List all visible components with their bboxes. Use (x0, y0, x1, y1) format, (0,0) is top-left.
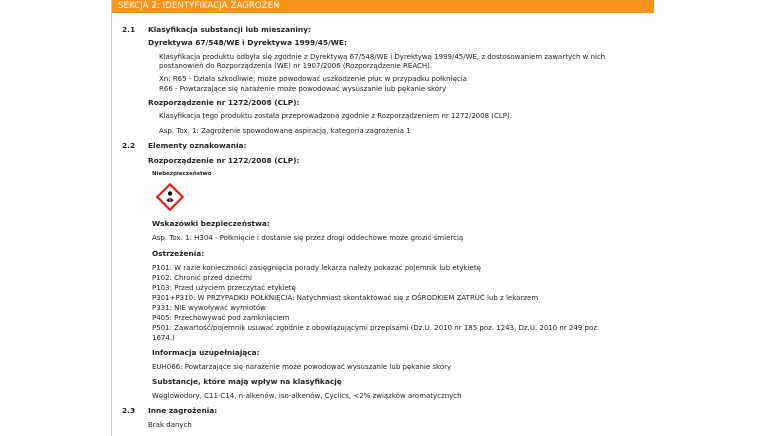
precaution-p301-p310: P301+P310: W PRZYPADKU POŁKNIĘCIA: Natychmiast skontaktować się z OŚRODKIEM ZATRUĆ lub z lekarzem (152, 294, 539, 302)
risk-phrase-r65: Xn: R65 - Działa szkodliwie; może powodować uszkodzenie płuc w przypadku połknięcia (159, 75, 467, 83)
directive-text-line-1: Klasyfikacja produktu odbyła się zgodnie z Dyrektywą 67/548/WE i Dyrektywą 1999/45/WE, z dostosowaniem zawartych w nich (159, 53, 606, 61)
precaution-p501-line-2: 1674.) (152, 334, 175, 342)
substances-heading: Substancje, które mają wpływ na klasyfikację (152, 377, 342, 386)
sds-page (111, 0, 660, 436)
precaution-p331: P331: NIE wywoływać wymiotów (152, 304, 266, 312)
precaution-p101: P101: W razie konieczności zasięgnięcia porady lekarza należy pokazać pojemnik lub etykietę (152, 264, 481, 272)
precaution-p103: P103: Przed użyciem przeczytać etykietę (152, 284, 296, 292)
risk-phrase-r66: R66 - Powtarzające się narażenie może powodować wysuszanie lub pękanie skóry (159, 85, 447, 93)
hazard-statement-h304: Asp. Tox. 1: H304 - Połknięcie i dostanie się przez drogi oddechowe może grozić śmiercią (152, 234, 464, 242)
precautionary-heading: Ostrzeżenia: (152, 249, 205, 258)
other-hazards-text: Brak danych (148, 421, 192, 429)
asp-tox-classification: Asp. Tox. 1: Zagrożenie spowodowane aspiracją, kategoria zagrożenia 1 (159, 127, 411, 135)
supplemental-heading: Informacja uzupełniająca: (152, 348, 260, 357)
substances-text: Węglowodory, C11-C14, n-alkenów, iso-alkenów, Cyclics, <2% związków aromatycznych (152, 392, 462, 400)
label-elements-heading: Elementy oznakowania: (148, 141, 247, 150)
section-number-2-1: 2.1 (122, 25, 136, 34)
section-banner: SEKCJA 2: IDENTYFIKACJA ZAGROŻEŃ (112, 0, 654, 13)
label-clp-heading: Rozporządzenie nr 1272/2008 (CLP): (148, 156, 300, 165)
clp-heading: Rozporządzenie nr 1272/2008 (CLP): (148, 98, 300, 107)
section-number-2-3: 2.3 (122, 406, 136, 415)
health-hazard-icon (156, 183, 184, 211)
section-number-2-2: 2.2 (122, 141, 136, 150)
precaution-p501-line-1: P501: Zawartość/pojemnik usuwać zgodnie z obowiązującymi przepisami (Dz.U. 2010 nr 185 poz. 1243, Dz.U. 2010 nr 249 poz. (152, 324, 600, 332)
directive-text-line-2: postanowień do Rozporządzenia (WE) nr 1907/2006 (Rozporządzenie REACH). (159, 62, 433, 70)
precaution-p102: P102: Chronić przed dziećmi (152, 274, 252, 282)
hazard-statements-heading: Wskazówki bezpieczeństwa: (152, 219, 270, 228)
classification-heading: Klasyfikacja substancji lub mieszaniny: (148, 25, 311, 34)
precaution-p405: P405: Przechowywać pod zamknięciem (152, 314, 290, 322)
supplemental-euh066: EUH066: Powtarzające się narażenie może powodować wysuszanie lub pękanie skóry (152, 363, 452, 371)
clp-classification-text: Klasyfikacja tego produktu została przeprowadzona zgodnie z Rozporządzeniem nr 1272/2008 (CLP). (159, 112, 512, 120)
signal-word: Niebezpieczeństwo (152, 171, 212, 177)
directive-heading: Dyrektywa 67/548/WE i Dyrektywa 1999/45/WE: (148, 38, 347, 47)
other-hazards-heading: Inne zagrożenia: (148, 406, 218, 415)
